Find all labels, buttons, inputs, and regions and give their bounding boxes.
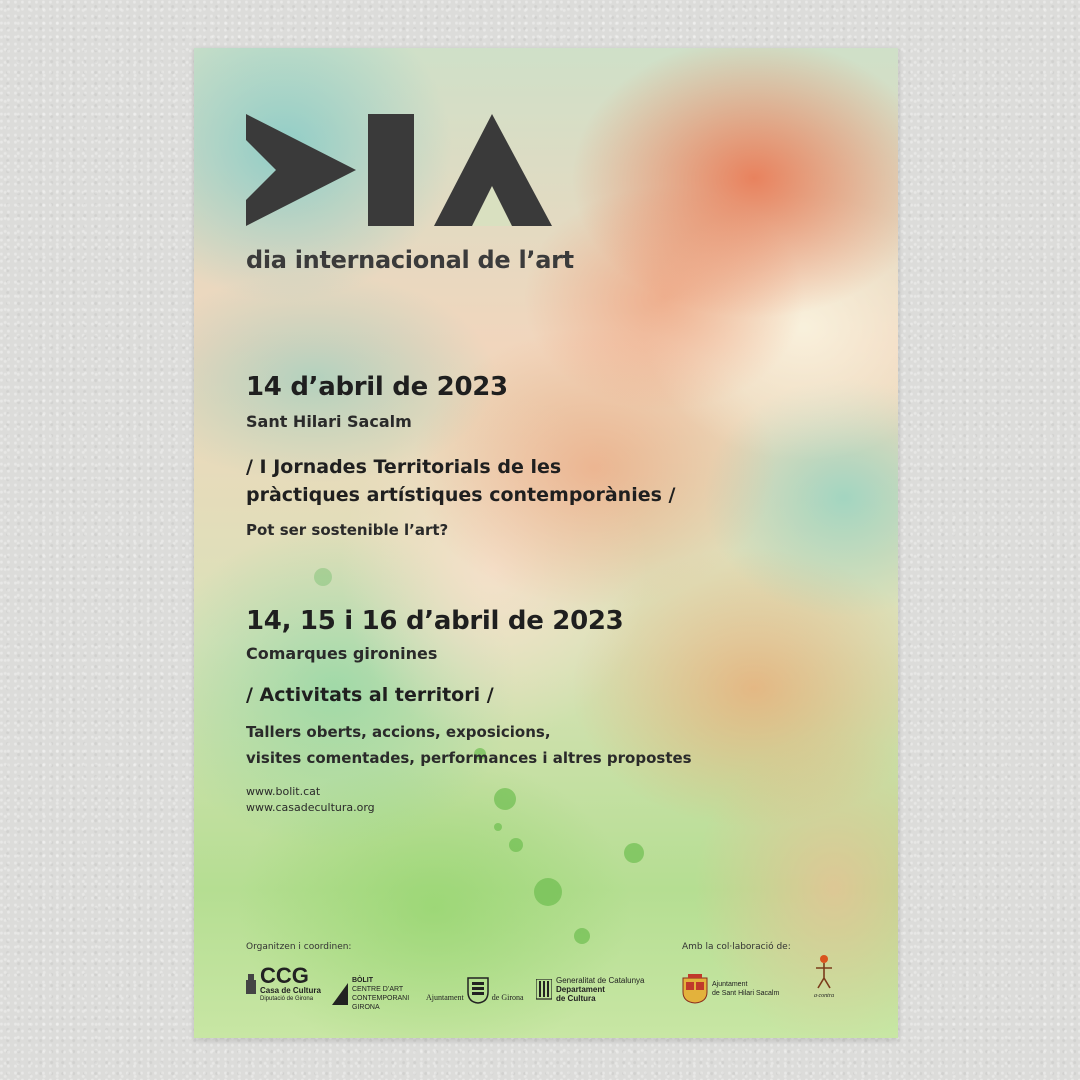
diputacio-crest-icon xyxy=(246,974,256,996)
bolit-mark-icon xyxy=(332,983,348,1005)
ccg-logo xyxy=(246,963,321,1004)
poster xyxy=(194,48,898,1038)
generalitat-crest-icon xyxy=(536,979,552,1001)
event1-date: 14 d’abril de 2023 xyxy=(246,372,508,402)
figure-icon xyxy=(814,954,834,990)
logo-d-shape xyxy=(246,114,356,226)
generalitat-logo xyxy=(536,976,645,1003)
bolit-line1: BÒLIT xyxy=(352,977,373,984)
ajuntament-girona-line2: de Girona xyxy=(491,992,524,1002)
ajuntament-sh-line2: de Sant Hilari Sacalm xyxy=(712,990,780,997)
event1-place: Sant Hilari Sacalm xyxy=(246,412,412,431)
ajuntament-girona-logo xyxy=(426,976,524,1004)
event2-desc-line2: visites comentades, performances i altres propostes xyxy=(246,749,692,767)
artist-logo xyxy=(814,954,834,1001)
ajuntament-girona-line1: Ajuntament xyxy=(426,992,464,1002)
ccg-abbr: CCG xyxy=(260,963,309,988)
ccg-line2: Diputació de Girona xyxy=(260,996,314,1002)
ajuntament-sh-line1: Ajuntament xyxy=(712,981,748,988)
paint-dot xyxy=(574,928,590,944)
paint-dot xyxy=(624,843,644,863)
bolit-line2: CENTRE D’ART xyxy=(352,986,404,993)
generalitat-line3: de Cultura xyxy=(556,994,596,1003)
paint-dot xyxy=(494,823,502,831)
paint-dot xyxy=(494,788,516,810)
bolit-line3: CONTEMPORANI xyxy=(352,995,410,1002)
bolit-logo xyxy=(332,976,409,1012)
generalitat-line2: Departament xyxy=(556,985,605,994)
bolit-line4: GIRONA xyxy=(352,1004,380,1011)
artist-logo-text: a·contra xyxy=(814,993,835,999)
event1-subtitle: Pot ser sostenible l’art? xyxy=(246,521,449,539)
logo-i-shape xyxy=(368,114,414,226)
paint-dot xyxy=(534,878,562,906)
girona-crest-icon xyxy=(466,976,490,1004)
link-bolit[interactable]: www.bolit.cat xyxy=(246,785,321,798)
ajuntament-sant-hilari-logo xyxy=(682,974,779,1004)
event2-place: Comarques gironines xyxy=(246,644,438,663)
paint-dot xyxy=(509,838,523,852)
paint-dot xyxy=(314,568,332,586)
organizers-label: Organitzen i coordinen: xyxy=(246,942,352,952)
event1-title-line2: pràctiques artístiques contemporànies / xyxy=(246,484,676,506)
sant-hilari-crest-icon xyxy=(682,974,708,1004)
event2-date: 14, 15 i 16 d’abril de 2023 xyxy=(246,606,624,636)
event2-title: / Activitats al territori / xyxy=(246,684,494,706)
generalitat-line1: Generalitat de Catalunya xyxy=(556,976,645,985)
collab-label: Amb la col·laboració de: xyxy=(682,942,791,952)
event1-title-line1: / I Jornades Territorials de les xyxy=(246,456,562,478)
ccg-line1: Casa de Cultura xyxy=(260,986,321,995)
dia-logo xyxy=(246,114,556,232)
link-casadecultura[interactable]: www.casadecultura.org xyxy=(246,801,375,814)
logo-subtitle: dia internacional de l’art xyxy=(246,246,574,274)
event2-desc-line1: Tallers oberts, accions, exposicions, xyxy=(246,723,551,741)
